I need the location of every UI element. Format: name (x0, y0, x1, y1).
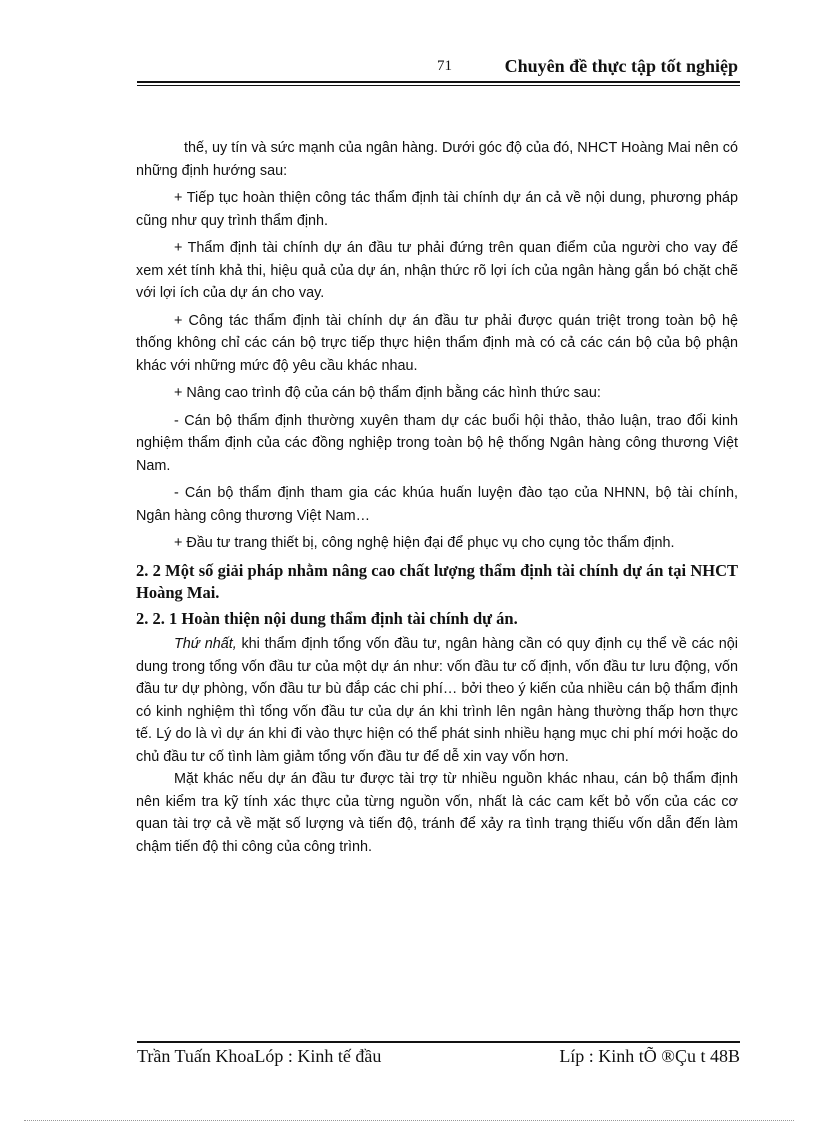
header-title: Chuyên đề thực tập tốt nghiệp (504, 56, 738, 76)
page-edge (24, 1120, 794, 1121)
paragraph: + Công tác thẩm định tài chính dự án đầu tư phải được quán triệt trong toàn bộ hệ thống không chỉ các cán bộ trực tiếp thực hiện thẩm định mà có cả các cán bộ của bộ phận khác với những mức độ yêu cầu khác nhau. (136, 312, 738, 374)
paragraph: + Đầu tư trang thiết bị, công nghệ hiện đại để phục vụ cho cụng tỏc thẩm định. (174, 535, 675, 551)
document-body (136, 137, 738, 863)
paragraph: + Thẩm định tài chính dự án đầu tư phải đứng trên quan điểm của người cho vay để xem xét tính khả thi, hiệu quả của dự án, nhận thức rõ lợi ích của ngân hàng gắn bó chặt chẽ với lợi ích của dự án cho vay. (136, 240, 738, 301)
page-number: 71 (437, 58, 452, 74)
paragraph-text: khi thẩm định tổng vốn đầu tư, ngân hàng cần có quy định cụ thể về các nội dung trong tổng vốn đầu tư của một dự án như: vốn đầu tư cố định, vốn đầu tư lưu động, vốn đầu tư dự phòng, vốn đầu tư bù đắp các chi phí… bởi theo ý kiến của nhiều cán bộ thẩm định có kinh nghiệm thì tổng vốn đầu tư của dự án khi trình lên ngân hàng thường thấp hơn thực tế. Lý do là vì dự án khi đi vào thực hiện có thể phát sinh nhiều hạng mục chi phí mới hoặc do chủ đầu tư cố tình làm giảm tổng vốn đầu tư để dễ xin vay vốn hơn. (136, 636, 738, 765)
paragraph: thế, uy tín và sức mạnh của ngân hàng. Dưới góc độ của đó, NHCT Hoàng Mai nên có những định hướng sau: (136, 140, 738, 179)
header-rule-thin (137, 85, 740, 86)
paragraph: - Cán bộ thẩm định tham gia các khúa huấn luyện đào tạo của NHNN, bộ tài chính, Ngân hàng công thương Việt Nam… (136, 485, 738, 524)
subsection-heading: 2. 2. 1 Hoàn thiện nội dung thẩm định tài chính dự án. (136, 608, 518, 628)
paragraph: + Tiếp tục hoàn thiện công tác thẩm định tài chính dự án cả về nội dung, phương pháp cũng như quy trình thẩm định. (136, 190, 738, 229)
paragraph (136, 633, 738, 768)
footer-author: Trần Tuấn KhoaLóp : Kinh tế đầu (137, 1046, 382, 1066)
emphasis: Thứ nhất, (174, 636, 237, 652)
footer-rule (137, 1041, 740, 1043)
paragraph: Mặt khác nếu dự án đầu tư được tài trợ từ nhiều nguồn khác nhau, cán bộ thẩm định nên kiểm tra kỹ tính xác thực của từng nguồn vốn, nhất là các cam kết bỏ vốn của các cơ quan tài trợ cả về mặt số lượng và tiến độ, tránh để xảy ra tình trạng thiếu vốn dẫn đến làm chậm tiến độ thi công của công trình. (136, 771, 738, 855)
paragraph: - Cán bộ thẩm định thường xuyên tham dự các buổi hội thảo, thảo luận, trao đổi kinh nghiệm thẩm định của các đồng nghiệp trong toàn bộ hệ thống Ngân hàng công thương Việt Nam. (136, 412, 738, 474)
footer-class: Líp : Kinh tÕ ®Çu t 48B (559, 1046, 740, 1066)
header-rule (137, 81, 740, 83)
page-header (137, 56, 740, 82)
section-heading: 2. 2 Một số giải pháp nhằm nâng cao chất lượng thẩm định tài chính dự án tại NHCT Hoàng Mai. (136, 560, 738, 602)
paragraph: + Nâng cao trình độ của cán bộ thẩm định bằng các hình thức sau: (174, 385, 601, 401)
